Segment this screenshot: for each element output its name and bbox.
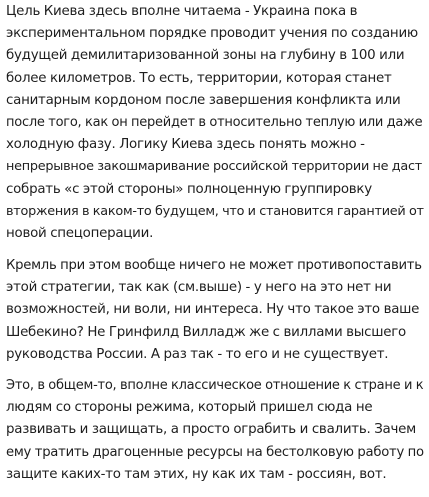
text-line: людям со стороны режима, который пришел сюда не [6,400,373,416]
text-line: Это, в общем-то, вполне классическое отношение к стране и к [6,378,424,393]
text-line: ему тратить драгоценные ресурсы на бестолковую работу по [6,444,424,460]
text-line: санитарным кордоном после завершения конфликта или [6,92,401,108]
text-line: возможностей, ни воли, ни интереса. Ну что такое это ваше [6,302,420,318]
text-line: новой спецоперации. [6,226,154,242]
text-line: Шебекино? Не Гринфилд Вилладж же с виллами высшего [6,324,406,340]
post-paragraph [6,375,424,486]
post-paragraph [6,1,424,245]
text-line: вторжения в каком-то будущем, что и становится гарантией от [6,203,424,219]
text-line: после того, как он перейдет в относительно теплую или даже [6,115,423,131]
text-line: будущей демилитаризованной зоны на глубину в 100 или [6,48,405,64]
post-paragraph [6,255,422,366]
text-line: холодную фазу. Логику Киева здесь понять можно - [6,137,365,153]
text-line: Цель Киева здесь вполне читаема - Украина пока в [6,4,358,19]
text-line: непрерывное закошмаривание российской территории не даст [6,159,422,175]
text-line: собрать «с этой стороны» полноценную группировку [6,181,372,197]
text-line: развивать и защищать, а просто ограбить и свалить. Зачем [6,422,416,438]
text-line: Кремль при этом вообще ничего не может противопоставить [6,258,422,273]
text-line: более километров. То есть, территории, которая станет [6,70,392,86]
text-line: руководства России. А раз так - то его и не существует. [6,346,389,362]
text-line: этой стратегии, так как (см.выше) - у него на это нет ни [6,280,392,296]
text-line: защите каких-то там этих, ну как их там - россиян, вот. [6,466,387,482]
text-line: экспериментальном порядке проводит учения по созданию [6,26,418,42]
